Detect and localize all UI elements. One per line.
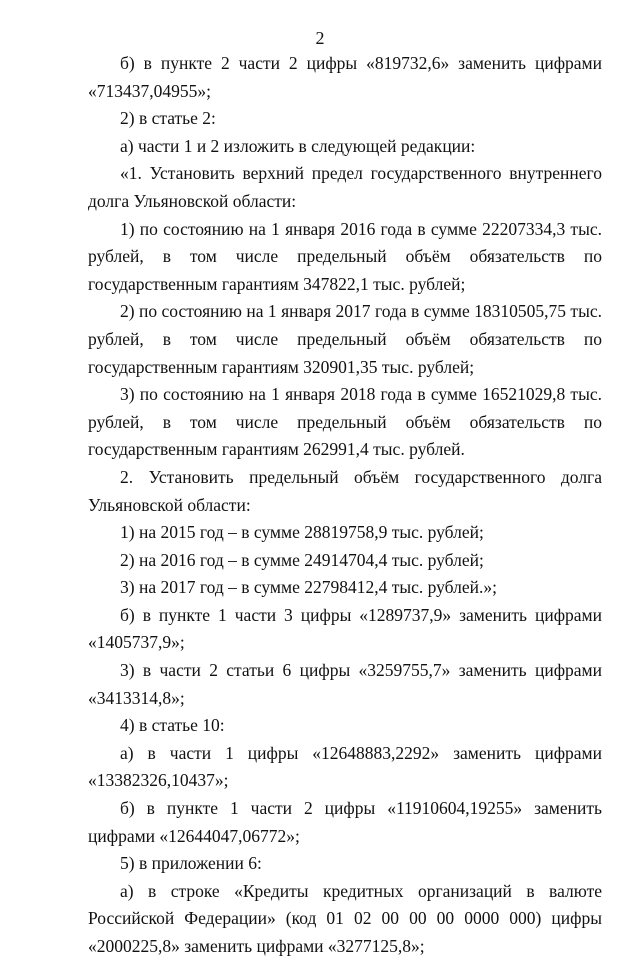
paragraph: б) в пункте 1 части 2 цифры «11910604,19255» заменить цифрами «12644047,06772»; <box>88 798 602 846</box>
paragraph: 3) на 2017 год – в сумме 22798412,4 тыс. рублей.»; <box>120 577 497 598</box>
paragraph: а) части 1 и 2 изложить в следующей редакции: <box>120 135 476 156</box>
document-body <box>88 50 602 961</box>
paragraph: а) в части 1 цифры «12648883,2292» заменить цифрами «13382326,10437»; <box>88 742 602 791</box>
page-number: 2 <box>315 28 325 48</box>
paragraph: 1) на 2015 год – в сумме 28819758,9 тыс. рублей; <box>120 522 484 543</box>
paragraph: б) в пункте 1 части 3 цифры «1289737,9» заменить цифрами «1405737,9»; <box>88 604 602 653</box>
paragraph: 2. Установить предельный объём государственного долга Ульяновской области: <box>88 466 602 515</box>
paragraph: 1) по состоянию на 1 января 2016 года в сумме 22207334,3 тыс. рублей, в том числе предельный объём обязательств по государственным гарантиям 347822,1 тыс. рублей; <box>88 218 602 294</box>
paragraph: 2) по состоянию на 1 января 2017 года в сумме 18310505,75 тыс. рублей, в том числе предельный объём обязательств по государственным гарантиям 320901,35 тыс. рублей; <box>88 301 602 377</box>
paragraph: 2) в статье 2: <box>120 108 216 129</box>
paragraph: а) в строке «Кредиты кредитных организаций в валюте Российской Федерации» (код 01 02 00 00 00 0000 000) цифры «2000225,8» заменить цифрами «3277125,8»; <box>88 880 602 956</box>
paragraph: 5) в приложении 6: <box>120 853 262 874</box>
paragraph: 3) по состоянию на 1 января 2018 года в сумме 16521029,8 тыс. рублей, в том числе предельный объём обязательств по государственным гарантиям 262991,4 тыс. рублей. <box>88 384 602 460</box>
paragraph: 2) на 2016 год – в сумме 24914704,4 тыс. рублей; <box>120 549 484 570</box>
paragraph: б) в пункте 2 части 2 цифры «819732,6» заменить цифрами «713437,04955»; <box>88 53 602 101</box>
paragraph: «1. Установить верхний предел государственного внутреннего долга Ульяновской области: <box>88 163 602 211</box>
paragraph: 4) в статье 10: <box>120 715 225 736</box>
paragraph: 3) в части 2 статьи 6 цифры «3259755,7» заменить цифрами «3413314,8»; <box>88 660 602 708</box>
